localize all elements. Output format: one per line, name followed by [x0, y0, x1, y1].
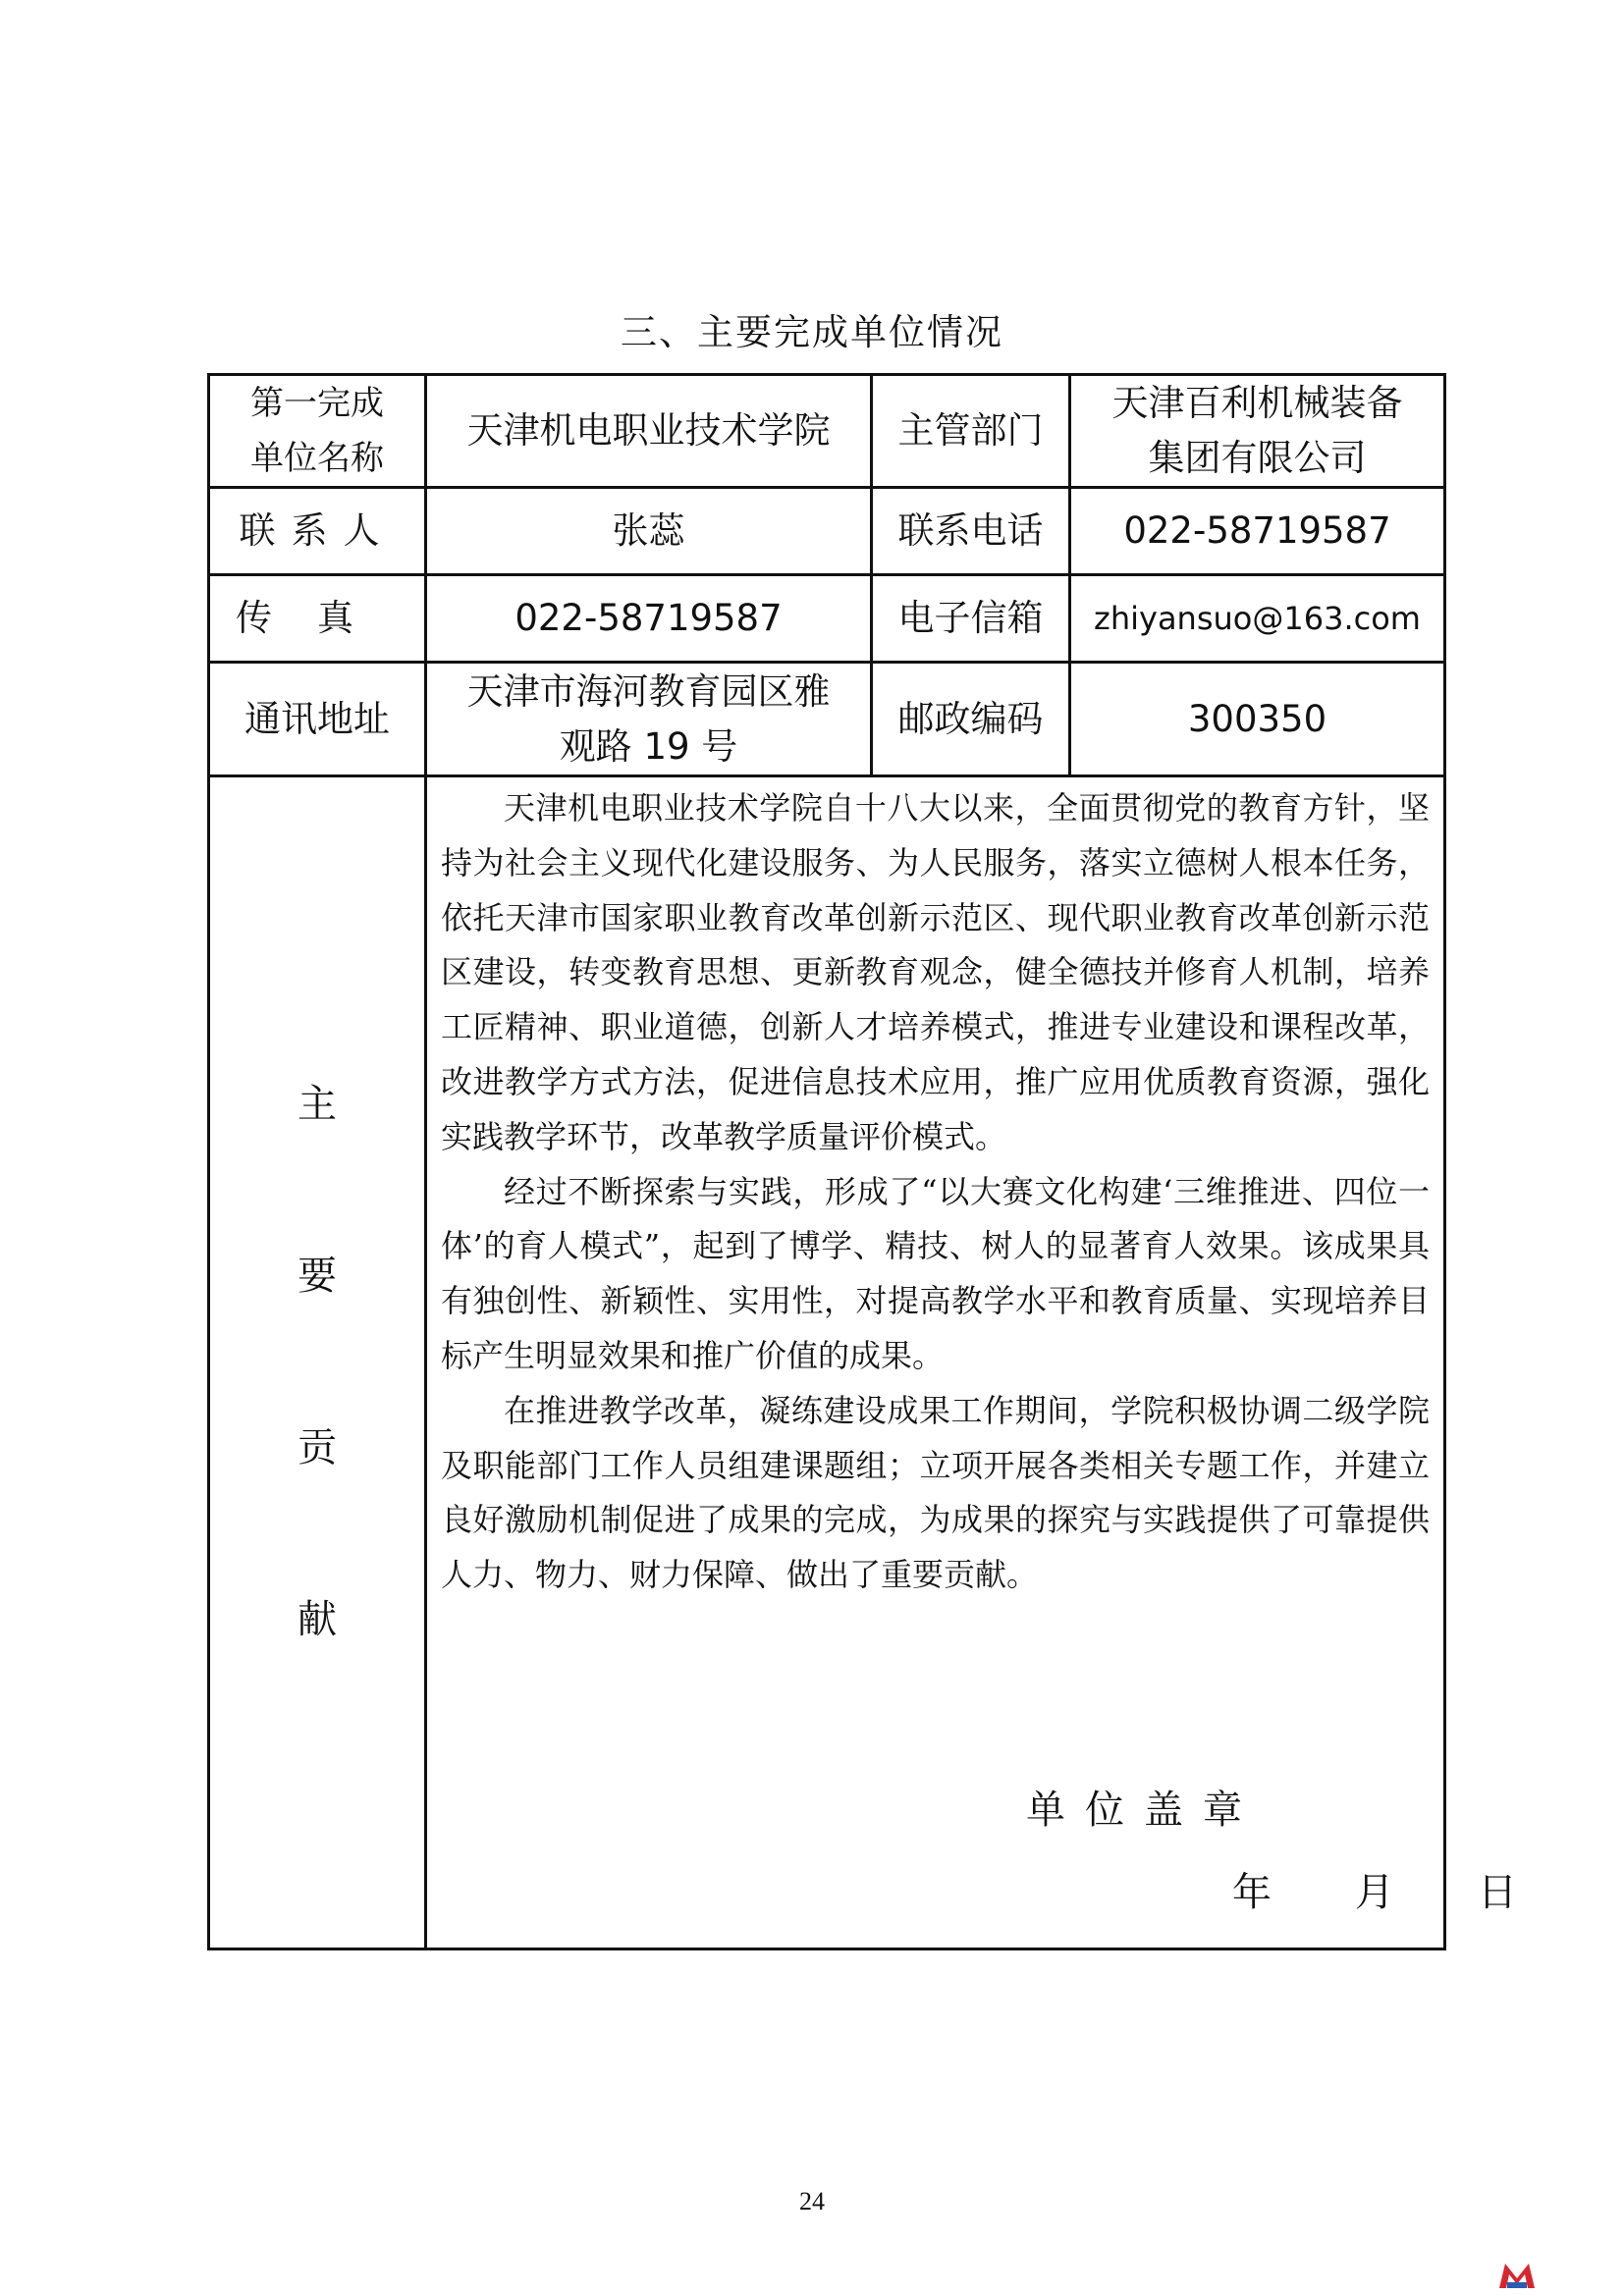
email-label: 电子信箱 [872, 575, 1070, 663]
date-year-label: 年 [1232, 1870, 1272, 1915]
seal-label: 单位盖章 [1026, 1788, 1262, 1833]
section-title: 三、主要完成单位情况 [621, 311, 1003, 353]
contribution-paragraph: 天津机电职业技术学院自十八大以来，全面贯彻党的教育方针，坚持为社会主义现代化建设服务、为人民服务，落实立德树人根本任务，依托天津市国家职业教育改革创新示范区、现代职业教育改革创新示范区建设，转变教育思想、更新教育观念，健全德技并修育人机制，培养工匠精神、职业道德，创新人才培养模式，推进专业建设和课程改革，改进教学方式方法，促进信息技术应用，推广应用优质教育资源，强化实践教学环节，改革教学质量评价模式。 [441, 789, 1430, 1155]
contribution-label: 主 要 贡 献 [209, 776, 426, 1949]
phone-label: 联系电话 [872, 488, 1070, 575]
date-month-label: 月 [1355, 1870, 1394, 1915]
supervisor-value: 天津百利机械装备 集团有限公司 [1070, 375, 1445, 488]
address-value: 天津市海河教育园区雅 观路 19 号 [426, 663, 872, 776]
address-label: 通讯地址 [209, 663, 426, 776]
contact-value: 张蕊 [426, 488, 872, 575]
unit-info-table [207, 373, 1517, 1950]
supervisor-label: 主管部门 [872, 375, 1070, 488]
unit-name-label: 第一完成 单位名称 [209, 375, 426, 488]
contribution-paragraph: 在推进教学改革，凝练建设成果工作期间，学院积极协调二级学院及职能部门工作人员组建课题组；立项开展各类相关专题工作，并建立良好激励机制促进了成果的完成，为成果的探究与实践提供了可靠提供人力、物力、财力保障、做出了重要贡献。 [441, 1391, 1430, 1594]
page-number: 24 [799, 2187, 825, 2216]
contribution-paragraph: 经过不断探索与实践，形成了“以大赛文化构建‘三维推进、四位一体’的育人模式”，起到了博学、精技、树人的显著育人效果。该成果具有独创性、新颖性、实用性，对提高教学水平和教育质量、实现培养目标产生明显效果和推广价值的成果。 [441, 1172, 1430, 1374]
contribution-body [441, 781, 1430, 1603]
unit-name-value: 天津机电职业技术学院 [426, 375, 872, 488]
fax-label: 传真 [209, 575, 426, 663]
fax-value: 022-58719587 [426, 575, 872, 663]
contact-label: 联系人 [209, 488, 426, 575]
m-logo-icon [1497, 2261, 1537, 2290]
date-line [1232, 1865, 1517, 1920]
contribution-text-cell [426, 776, 1517, 1949]
date-day-label: 日 [1478, 1870, 1517, 1915]
postcode-label: 邮政编码 [872, 663, 1070, 776]
email-value: zhiyansuo@163.com [1070, 575, 1445, 663]
postcode-value: 300350 [1070, 663, 1445, 776]
phone-value: 022-58719587 [1070, 488, 1445, 575]
